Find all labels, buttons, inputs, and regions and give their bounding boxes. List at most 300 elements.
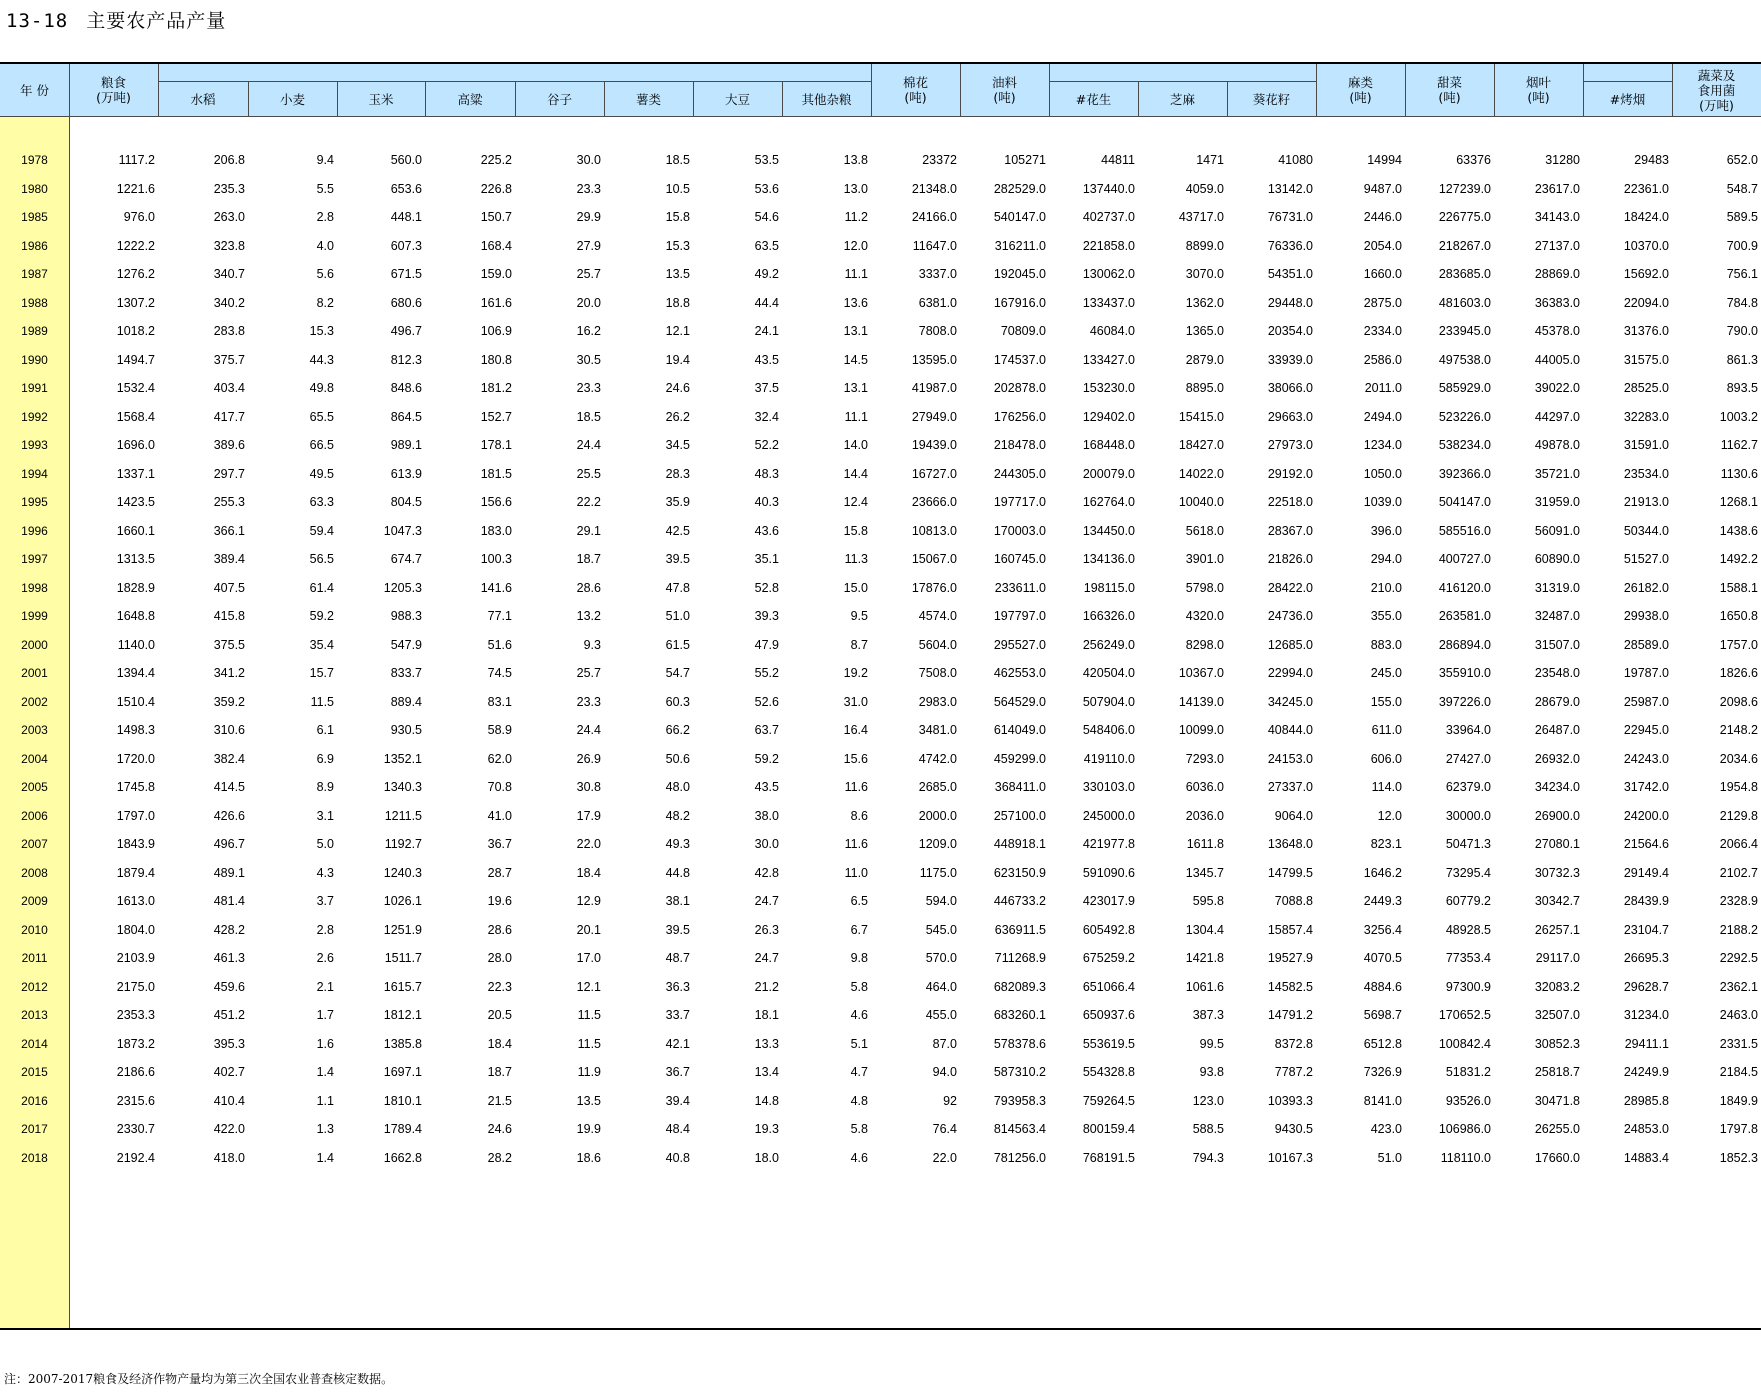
table-cell: 382.4 [213, 751, 245, 766]
table-cell: 1797.8 [1719, 1122, 1758, 1136]
table-cell: 10.5 [665, 181, 690, 196]
table-cell: 283685.0 [1438, 267, 1491, 281]
table-cell: 54.6 [754, 210, 779, 224]
table-cell: 29.1 [576, 523, 601, 538]
table-cell: 30.8 [576, 780, 601, 794]
table-cell: 36383.0 [1534, 295, 1580, 310]
table-cell: 235.3 [213, 181, 245, 196]
table-cell: 29117.0 [1535, 951, 1580, 965]
table-cell: 1307.2 [116, 295, 155, 310]
table-cell: 2983.0 [918, 694, 957, 709]
table-cell: 614049.0 [993, 723, 1046, 737]
table-cell: 18424.0 [1623, 210, 1669, 224]
table-cell: 1828.9 [116, 580, 155, 595]
table-cell: 162764.0 [1082, 495, 1135, 509]
table-cell: 27949.0 [911, 409, 957, 424]
table-cell: 160745.0 [993, 552, 1046, 566]
table-cell: 1365.0 [1185, 324, 1224, 338]
table-cell: 282529.0 [993, 181, 1046, 196]
table-cell: 422.0 [213, 1122, 245, 1136]
table-cell: 10040.0 [1178, 495, 1224, 509]
table-cell: 403.4 [213, 381, 245, 395]
table-cell: 43.5 [754, 352, 779, 367]
table-cell: 43.5 [754, 780, 779, 794]
table-cell: 76731.0 [1267, 210, 1313, 224]
table-cell: 759264.5 [1082, 1093, 1135, 1108]
table-cell: 7508.0 [918, 666, 957, 680]
table-cell: 564529.0 [993, 694, 1046, 709]
header-subdivider [337, 81, 338, 116]
table-cell: 44.8 [665, 865, 690, 880]
table-cell: 2685.0 [918, 780, 957, 794]
header-grain [69, 64, 158, 116]
table-cell: 507904.0 [1082, 694, 1135, 709]
header-tobacco-sub-0 [1583, 81, 1672, 116]
table-cell: 15415.0 [1178, 409, 1224, 424]
table-cell: 197797.0 [993, 609, 1046, 623]
table-cell: 2328.9 [1719, 894, 1758, 908]
table-cell: 77.1 [487, 609, 512, 623]
table-cell: 93.8 [1199, 1065, 1224, 1079]
table-cell: 375.5 [213, 637, 245, 652]
table-cell: 93526.0 [1445, 1093, 1491, 1108]
table-cell: 59.4 [309, 523, 334, 538]
row-year: 1993 [21, 438, 48, 452]
table-cell: 155.0 [1370, 694, 1402, 709]
table-cell: 416120.0 [1438, 580, 1491, 595]
table-cell: 1646.2 [1363, 865, 1402, 880]
table-cell: 1304.4 [1185, 922, 1224, 937]
table-row [0, 144, 1761, 176]
table-cell: 40.8 [665, 1150, 690, 1165]
row-year: 2015 [21, 1065, 48, 1079]
table-cell: 37.5 [754, 381, 779, 395]
table-cell: 7787.2 [1274, 1065, 1313, 1079]
table-cell: 1240.3 [383, 865, 422, 880]
table-cell: 1175.0 [919, 865, 957, 880]
table-row [0, 885, 1761, 917]
table-cell: 8372.8 [1274, 1036, 1313, 1051]
table-cell: 11.6 [844, 780, 868, 794]
table-cell: 44.4 [754, 295, 779, 310]
header-hemp-label: 麻类 (吨) [1347, 75, 1373, 105]
table-cell: 18427.0 [1178, 438, 1224, 452]
header-oil-sub-2-label: 葵花籽 [1252, 91, 1291, 107]
table-cell: 1.7 [316, 1008, 334, 1022]
table-cell: 366.1 [213, 523, 245, 538]
header-grain-sub-3-label: 高粱 [457, 91, 483, 107]
table-cell: 233945.0 [1438, 324, 1491, 338]
table-cell: 3481.0 [918, 723, 957, 737]
table-cell: 606.0 [1370, 751, 1402, 766]
table-cell: 2330.7 [116, 1122, 155, 1136]
table-cell: 481.4 [213, 894, 245, 908]
table-cell: 33.7 [665, 1008, 690, 1022]
table-cell: 13.6 [843, 295, 868, 310]
table-cell: 395.3 [213, 1036, 245, 1051]
table-row [0, 942, 1761, 974]
header-grain-sub-0-label: 水稻 [190, 91, 216, 107]
table-cell: 423017.9 [1082, 894, 1135, 908]
table-cell: 8.2 [316, 295, 334, 310]
table-cell: 988.3 [390, 609, 422, 623]
table-cell: 554328.8 [1082, 1065, 1135, 1079]
table-cell: 44.3 [309, 352, 334, 367]
table-cell: 375.7 [213, 352, 245, 367]
table-cell: 9430.5 [1274, 1122, 1313, 1136]
table-cell: 652.0 [1726, 153, 1758, 167]
table-cell: 31742.0 [1623, 780, 1669, 794]
table-cell: 181.5 [480, 466, 512, 481]
table-cell: 168448.0 [1082, 438, 1135, 452]
table-cell: 410.4 [213, 1093, 245, 1108]
header-vegetables [1672, 64, 1761, 116]
table-cell: 1757.0 [1719, 637, 1758, 652]
table-cell: 1588.1 [1719, 580, 1758, 595]
table-cell: 87.0 [932, 1036, 957, 1051]
table-row [0, 429, 1761, 461]
table-cell: 63.3 [309, 495, 334, 509]
table-cell: 24736.0 [1267, 609, 1313, 623]
table-row [0, 486, 1761, 518]
table-cell: 19527.9 [1267, 951, 1313, 965]
table-cell: 4742.0 [918, 751, 957, 766]
table-cell: 43.6 [754, 523, 779, 538]
table-cell: 1423.5 [116, 495, 155, 509]
table-cell: 560.0 [390, 153, 422, 167]
table-cell: 674.7 [390, 552, 422, 566]
table-cell: 800159.4 [1082, 1122, 1135, 1136]
table-cell: 12.0 [843, 238, 868, 253]
row-year: 2014 [21, 1036, 48, 1051]
table-cell: 368411.0 [994, 780, 1046, 794]
table-cell: 538234.0 [1438, 438, 1491, 452]
table-cell: 23.3 [576, 381, 601, 395]
table-cell: 8.7 [850, 637, 868, 652]
table-cell: 26.2 [665, 409, 690, 424]
row-year: 1989 [21, 324, 48, 338]
table-cell: 29411.1 [1624, 1036, 1669, 1051]
table-cell: 2034.6 [1719, 751, 1758, 766]
table-cell: 9.4 [316, 153, 334, 167]
header-oil-sub-1-label: 芝麻 [1169, 91, 1195, 107]
header-oil-label: 油料 (吨) [991, 75, 1017, 105]
table-cell: 1797.0 [116, 808, 155, 823]
table-cell: 2353.3 [116, 1008, 155, 1022]
table-cell: 1276.2 [116, 267, 155, 281]
table-cell: 418.0 [213, 1150, 245, 1165]
header-year-label: 年 份 [20, 82, 49, 98]
table-cell: 2875.0 [1363, 295, 1402, 310]
row-year: 1986 [21, 238, 48, 253]
table-cell: 30852.3 [1534, 1036, 1580, 1051]
table-cell: 27427.0 [1445, 751, 1491, 766]
table-cell: 51.0 [665, 609, 690, 623]
table-cell: 23372 [922, 153, 957, 167]
table-cell: 553619.5 [1082, 1036, 1135, 1051]
table-cell: 8.6 [850, 808, 868, 823]
table-cell: 814563.4 [993, 1122, 1046, 1136]
table-cell: 99.5 [1199, 1036, 1224, 1051]
table-cell: 13.8 [843, 153, 868, 167]
table-cell: 2.6 [316, 951, 334, 965]
header-subdivider [604, 81, 605, 116]
table-cell: 22361.0 [1623, 181, 1669, 196]
table-cell: 5698.7 [1363, 1008, 1402, 1022]
table-cell: 8895.0 [1185, 381, 1224, 395]
table-cell: 545.0 [925, 922, 957, 937]
table-cell: 221858.0 [1082, 238, 1135, 253]
table-cell: 414.5 [213, 780, 245, 794]
table-cell: 28.3 [665, 466, 690, 481]
table-cell: 35.4 [309, 637, 334, 652]
table-row [0, 1056, 1761, 1088]
table-cell: 48.0 [665, 780, 690, 794]
table-cell: 210.0 [1370, 580, 1402, 595]
table-cell: 623150.9 [993, 865, 1046, 880]
table-cell: 106986.0 [1438, 1122, 1491, 1136]
table-cell: 24249.9 [1623, 1065, 1669, 1079]
table-cell: 2331.5 [1719, 1036, 1758, 1051]
header-grain-sub-1 [248, 81, 337, 116]
row-year: 2017 [21, 1122, 48, 1136]
table-cell: 1385.8 [383, 1036, 422, 1051]
table-cell: 50471.3 [1445, 837, 1491, 851]
table-cell: 587310.2 [993, 1065, 1046, 1079]
table-cell: 397226.0 [1438, 694, 1491, 709]
table-cell: 26.3 [754, 922, 779, 937]
table-cell: 15.7 [309, 666, 334, 680]
table-cell: 47.9 [754, 637, 779, 652]
header-beet [1405, 64, 1494, 116]
table-cell: 7293.0 [1185, 751, 1224, 766]
row-year: 2011 [21, 951, 48, 965]
table-row [0, 572, 1761, 604]
table-cell: 419110.0 [1083, 751, 1135, 766]
table-cell: 123.0 [1192, 1093, 1224, 1108]
table-cell: 5618.0 [1185, 523, 1224, 538]
table-cell: 28589.0 [1623, 637, 1669, 652]
table-cell: 1849.9 [1719, 1093, 1758, 1108]
table-cell: 9.8 [850, 951, 868, 965]
table-cell: 17.9 [576, 808, 601, 823]
table-cell: 1337.1 [116, 466, 155, 481]
table-cell: 14.4 [843, 466, 868, 481]
table-row [0, 230, 1761, 262]
table-cell: 591090.6 [1082, 865, 1135, 880]
table-row [0, 657, 1761, 689]
table-cell: 3337.0 [918, 267, 957, 281]
table-cell: 19.2 [843, 666, 868, 680]
table-cell: 451.2 [213, 1008, 245, 1022]
table-cell: 1192.7 [384, 837, 422, 851]
table-cell: 675259.2 [1082, 951, 1135, 965]
table-cell: 1205.3 [383, 580, 422, 595]
table-cell: 1852.3 [1719, 1150, 1758, 1165]
table-cell: 21.5 [487, 1093, 512, 1108]
table-cell: 49.8 [309, 381, 334, 395]
table-cell: 2449.3 [1363, 894, 1402, 908]
table-row [0, 1113, 1761, 1145]
table-cell: 27137.0 [1534, 238, 1580, 253]
table-cell: 283.8 [213, 324, 245, 338]
table-cell: 595.8 [1192, 894, 1224, 908]
table-cell: 359.2 [213, 694, 245, 709]
header-subdivider [515, 81, 516, 116]
table-cell: 30732.3 [1534, 865, 1580, 880]
table-cell: 13.5 [576, 1093, 601, 1108]
table-cell: 3.1 [316, 808, 334, 823]
table-cell: 2315.6 [116, 1093, 155, 1108]
table-cell: 768191.5 [1082, 1150, 1135, 1165]
table-cell: 226775.0 [1438, 210, 1491, 224]
header-grain-sub-6-label: 大豆 [724, 91, 750, 107]
row-year: 2007 [21, 837, 48, 851]
table-row [0, 401, 1761, 433]
table-cell: 2362.1 [1719, 979, 1758, 994]
table-cell: 2184.5 [1719, 1065, 1758, 1079]
table-cell: 23548.0 [1534, 666, 1580, 680]
table-cell: 794.3 [1192, 1150, 1224, 1165]
table-cell: 40844.0 [1267, 723, 1313, 737]
table-row [0, 800, 1761, 832]
table-cell: 28.6 [576, 580, 601, 595]
table-cell: 26.9 [576, 751, 601, 766]
table-cell: 83.1 [487, 694, 512, 709]
table-cell: 1494.7 [116, 352, 155, 367]
table-cell: 31.0 [843, 694, 868, 709]
header-oil-sub-0 [1049, 81, 1138, 116]
table-cell: 218267.0 [1438, 238, 1491, 253]
table-code: 13-18 [6, 10, 69, 32]
header-cotton-label: 棉花 (吨) [902, 75, 928, 105]
table-cell: 25.5 [576, 466, 601, 481]
table-cell: 8298.0 [1185, 637, 1224, 652]
header-cotton [871, 64, 960, 116]
table-row [0, 458, 1761, 490]
table-cell: 14.5 [843, 352, 868, 367]
header-divider [1494, 64, 1495, 116]
table-cell: 489.1 [213, 865, 245, 880]
table-cell: 34234.0 [1534, 780, 1580, 794]
table-row [0, 971, 1761, 1003]
table-cell: 28367.0 [1267, 523, 1313, 538]
table-cell: 198115.0 [1083, 580, 1135, 595]
row-year: 2001 [21, 666, 48, 680]
table-cell: 7808.0 [918, 324, 957, 338]
table-body [0, 117, 1761, 1328]
table-cell: 1660.0 [1363, 267, 1402, 281]
table-cell: 700.9 [1726, 238, 1758, 253]
table-cell: 428.2 [213, 922, 245, 937]
table-cell: 24166.0 [911, 210, 957, 224]
table-cell: 41.0 [487, 808, 512, 823]
table-cell: 355.0 [1370, 609, 1402, 623]
table-cell: 14022.0 [1178, 466, 1224, 481]
table-cell: 180.8 [480, 352, 512, 367]
table-cell: 19.3 [754, 1122, 779, 1136]
table-cell: 2148.2 [1719, 723, 1758, 737]
table-cell: 330103.0 [1082, 780, 1135, 794]
table-cell: 29663.0 [1267, 409, 1313, 424]
table-cell: 23617.0 [1534, 181, 1580, 196]
table-cell: 16.4 [843, 723, 868, 737]
header-divider [871, 64, 872, 116]
table-cell: 39022.0 [1534, 381, 1580, 395]
table-cell: 225.2 [480, 153, 512, 167]
table-cell: 930.5 [390, 723, 422, 737]
table-cell: 1843.9 [116, 837, 155, 851]
table-cell: 682089.3 [993, 979, 1046, 994]
table-cell: 150.7 [480, 210, 512, 224]
row-year: 1978 [21, 153, 48, 167]
row-year: 1980 [21, 181, 48, 196]
table-cell: 4.6 [850, 1008, 868, 1022]
row-year: 1998 [21, 580, 48, 595]
table-cell: 389.6 [213, 438, 245, 452]
table-cell: 548.7 [1726, 181, 1758, 196]
table-cell: 24.6 [665, 381, 690, 395]
table-cell: 1039.0 [1363, 495, 1402, 509]
table-cell: 16727.0 [911, 466, 957, 481]
table-cell: 4320.0 [1185, 609, 1224, 623]
table-cell: 5798.0 [1185, 580, 1224, 595]
table-cell: 176256.0 [993, 409, 1046, 424]
table-cell: 1697.1 [383, 1065, 422, 1079]
header-tobacco-sub-0-label: #烤烟 [1609, 91, 1646, 107]
table-cell: 1394.4 [116, 666, 155, 680]
table-cell: 3070.0 [1185, 267, 1224, 281]
table-cell: 30.5 [576, 352, 601, 367]
table-cell: 10367.0 [1178, 666, 1224, 680]
table-cell: 20.0 [576, 295, 601, 310]
table-cell: 60779.2 [1445, 894, 1491, 908]
table-cell: 355910.0 [1438, 666, 1491, 680]
table-cell: 6.1 [316, 723, 334, 737]
table-cell: 28869.0 [1534, 267, 1580, 281]
table-cell: 26487.0 [1534, 723, 1580, 737]
table-cell: 1.4 [316, 1150, 334, 1165]
row-year: 2009 [21, 894, 48, 908]
table-cell: 19.4 [665, 352, 690, 367]
table-cell: 1650.8 [1719, 609, 1758, 623]
table-title: 主要农产品产量 [86, 10, 227, 32]
table-cell: 22094.0 [1623, 295, 1669, 310]
table-cell: 7326.9 [1363, 1065, 1402, 1079]
table-cell: 4884.6 [1363, 979, 1402, 994]
table-cell: 2102.7 [1719, 865, 1758, 880]
table-cell: 1050.0 [1363, 466, 1402, 481]
table-cell: 170652.5 [1438, 1008, 1491, 1022]
table-cell: 13.1 [843, 381, 868, 395]
table-row [0, 828, 1761, 860]
table-cell: 28.6 [487, 922, 512, 937]
table-cell: 59.2 [754, 751, 779, 766]
table-cell: 244305.0 [993, 466, 1046, 481]
table-cell: 44297.0 [1534, 409, 1580, 424]
header-tobacco-label: 烟叶 (吨) [1525, 75, 1551, 105]
table-cell: 17876.0 [911, 580, 957, 595]
table-cell: 25818.7 [1534, 1065, 1580, 1079]
table-cell: 6.5 [850, 894, 868, 908]
table-cell: 2.8 [316, 922, 334, 937]
table-cell: 18.5 [576, 409, 601, 424]
table-cell: 45378.0 [1534, 324, 1580, 338]
table-cell: 152.7 [480, 409, 512, 424]
table-cell: 11.6 [844, 837, 868, 851]
table-cell: 1511.7 [384, 951, 422, 965]
row-year: 1997 [21, 552, 48, 566]
